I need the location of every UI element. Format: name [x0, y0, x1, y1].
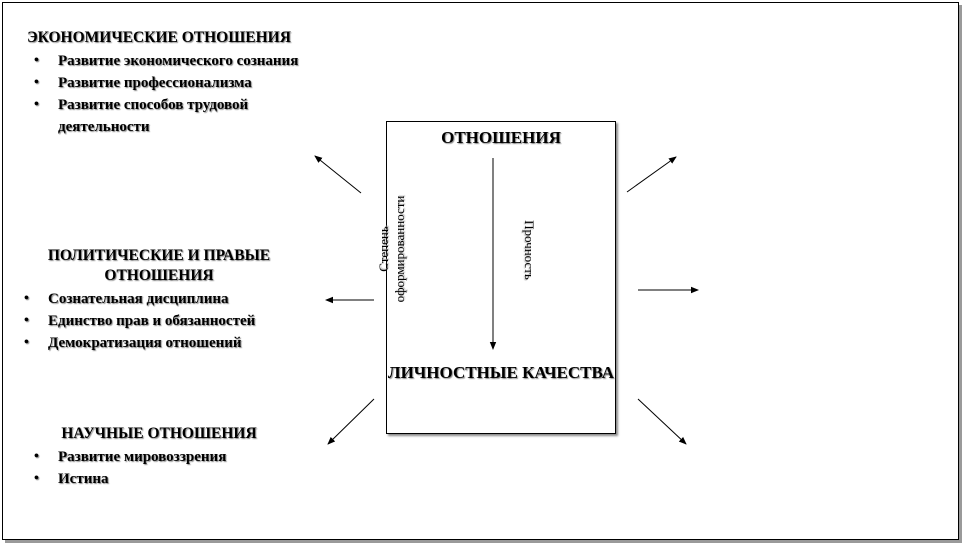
scientific-relations-title: НАУЧНЫЕ ОТНОШЕНИЯ — [61, 425, 257, 442]
arrow-up-left-icon — [315, 156, 361, 193]
list-item: • Развитие профессионализма — [24, 72, 324, 94]
arrow-up-right-icon — [627, 157, 676, 192]
arrow-down-left-icon — [328, 399, 374, 444]
economic-relations-title: ЭКОНОМИЧЕСКИЕ ОТНОШЕНИЯ — [27, 29, 291, 46]
personal-qualities-title: ЛИЧНОСТНЫЕ КАЧЕСТВА — [387, 363, 615, 382]
arrow-down-right-icon — [638, 399, 686, 444]
list-item: • Развитие экономического сознания — [24, 50, 324, 72]
list-item: • Демократизация отношений — [14, 332, 334, 354]
list-item: • Истина — [24, 468, 324, 490]
relations-title: ОТНОШЕНИЯ — [441, 128, 561, 147]
list-item: • Развитие мировоззрения — [24, 446, 324, 468]
list-item: • Единство прав и обязанностей — [14, 310, 334, 332]
strength-label: Прочность — [522, 220, 537, 280]
formation-degree-label: Степень оформированности — [376, 195, 407, 303]
list-item: • Развитие способов трудовой деятельности — [24, 94, 324, 138]
political-relations-title: ПОЛИТИЧЕСКИЕ И ПРАВЫЕ ОТНОШЕНИЯ — [47, 247, 271, 284]
list-item: • Сознательная дисциплина — [14, 288, 334, 310]
